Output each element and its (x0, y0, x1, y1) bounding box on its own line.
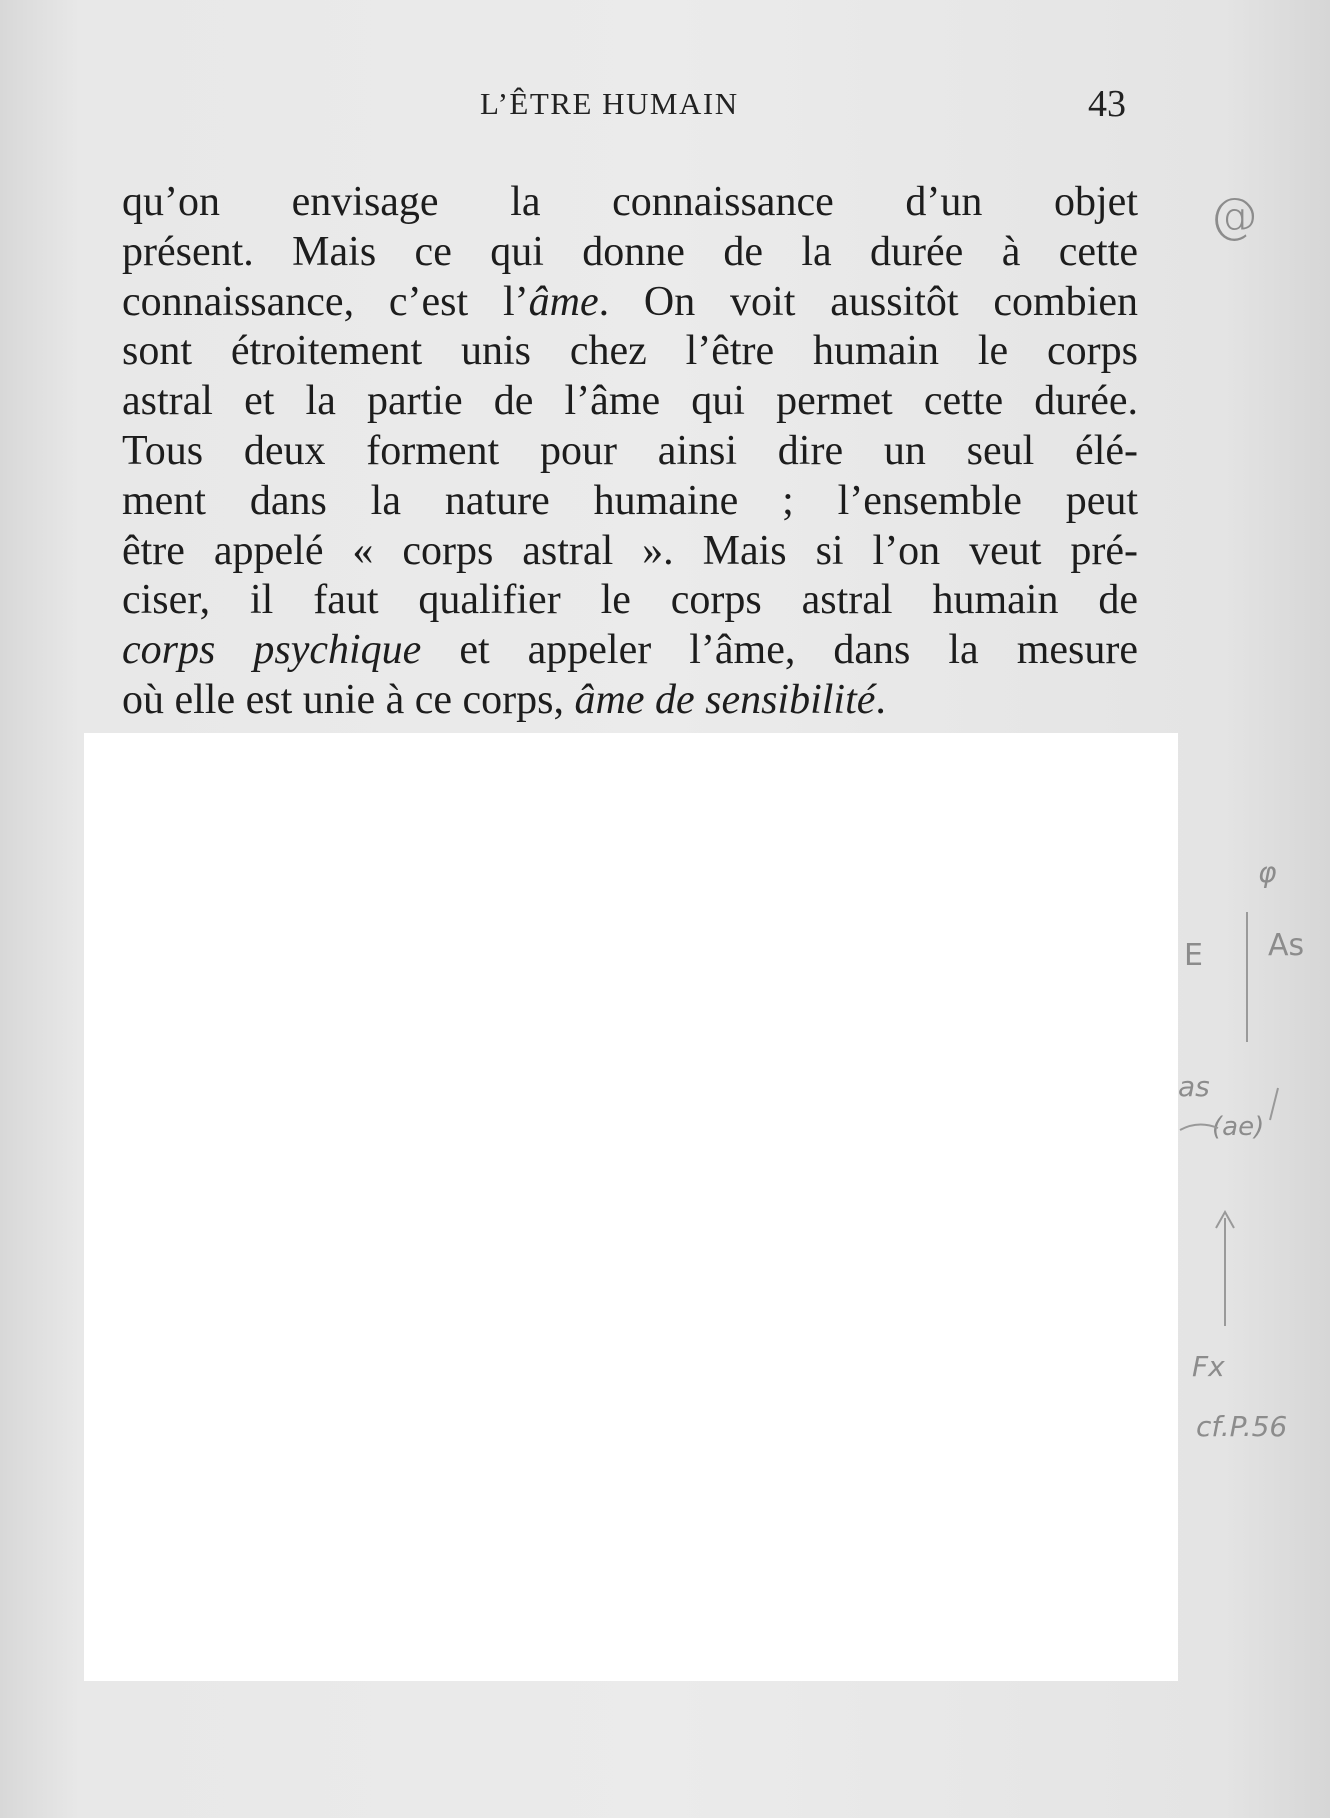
text-line-9: ciser, il faut qualifier le corps astral humain de (122, 577, 1138, 624)
annotation-cf-page: cf.P.56 (1196, 1410, 1288, 1443)
redacted-area (84, 733, 1178, 1681)
annotation-ae: (ae) (1212, 1112, 1265, 1142)
annotation-phi: φ (1258, 856, 1277, 889)
text-line-4: sont étroitement unis chez l’être humain le corps (122, 328, 1138, 375)
annotation-as: As (1268, 928, 1305, 963)
annotation-fx: Fx (1192, 1350, 1225, 1383)
annotation-up-arrow-shaft (1224, 1218, 1226, 1326)
page-number: 43 (1088, 83, 1126, 125)
text-line-6: Tous deux forment pour ainsi dire un seul élé- (122, 427, 1138, 474)
annotation-as-lower: as (1178, 1070, 1210, 1103)
text-line-11: où elle est unie à ce corps, âme de sensibilité. (122, 676, 886, 723)
annotation-up-arrow-icon (1214, 1210, 1236, 1232)
text-line-7: ment dans la nature humaine ; l’ensemble peut (122, 477, 1138, 524)
body-paragraph (122, 178, 1138, 726)
italic-ame: âme (528, 278, 599, 325)
running-title: L’ÊTRE HUMAIN (480, 86, 739, 121)
annotation-at-sign: @ (1210, 188, 1258, 244)
text-line-2: présent. Mais ce qui donne de la durée à cette (122, 228, 1138, 275)
text-line-10: corps psychique et appeler l’âme, dans la mesure (122, 627, 1138, 674)
italic-ame-de-sensibilite: âme de sensibilité (574, 676, 876, 723)
annotation-divider-line (1246, 912, 1248, 1042)
text-line-5: astral et la partie de l’âme qui permet cette durée. (122, 378, 1138, 425)
text-line-8: être appelé « corps astral ». Mais si l’on veut pré- (122, 527, 1138, 574)
text-line-1: qu’on envisage la connaissance d’un objet (122, 179, 1138, 225)
annotation-bracket-arrow-icon (1178, 1080, 1298, 1140)
italic-corps-psychique: corps psychique (122, 627, 422, 674)
annotation-e: E (1184, 938, 1203, 973)
text-line-3: connaissance, c’est l’âme. On voit aussitôt combien (122, 278, 1138, 325)
